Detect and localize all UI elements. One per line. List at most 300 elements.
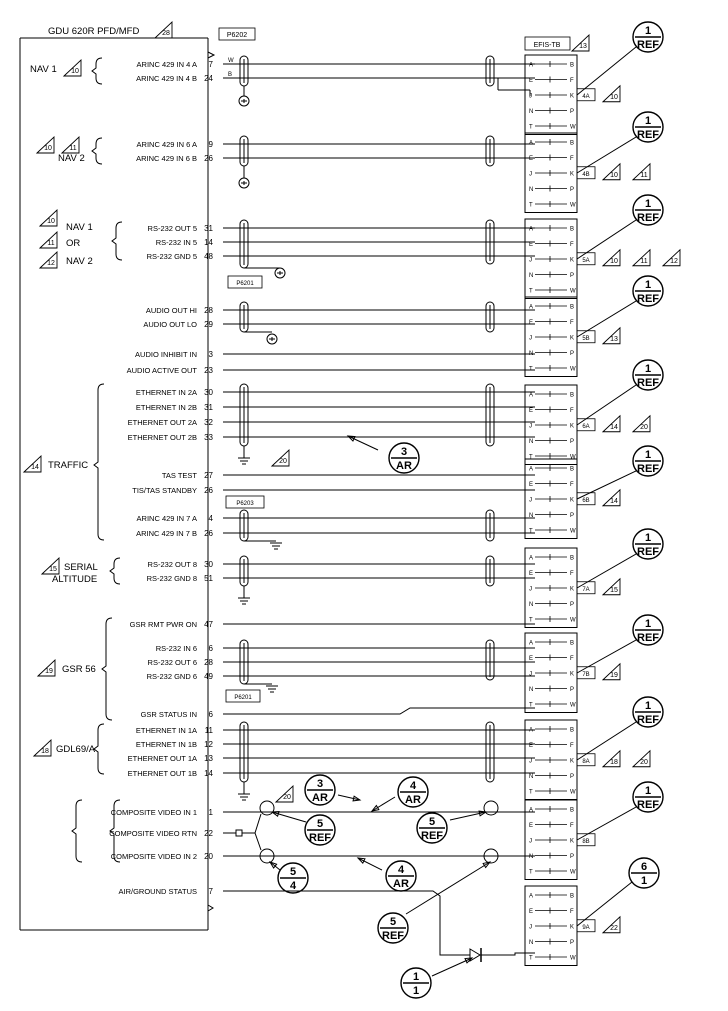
note-number: 18 <box>610 758 618 766</box>
pin-number: 31 <box>204 224 213 233</box>
pin-number: 1 <box>208 808 213 817</box>
connector-label: P6201 <box>234 695 252 701</box>
terminal-letter: N <box>529 439 534 445</box>
terminal-letter: A <box>529 304 534 311</box>
terminal-letter: T <box>529 617 533 624</box>
pin-label: ETHERNET OUT 1A <box>127 754 197 763</box>
callout-top: 5 <box>289 866 297 878</box>
pin-label: ETHERNET OUT 2A <box>127 418 197 427</box>
callout-bottom: AR <box>405 794 421 806</box>
callout-top: 1 <box>644 279 652 291</box>
note-number: 10 <box>47 218 55 225</box>
note-number: 13 <box>610 335 618 343</box>
terminal-letter: W <box>570 124 576 131</box>
terminal-letter: B <box>570 893 575 900</box>
terminal-letter: P <box>570 513 575 519</box>
terminal-letter: P <box>570 854 575 860</box>
callout-top: 1 <box>412 971 420 983</box>
terminal-letter: P <box>570 602 575 608</box>
terminal-letter: T <box>529 454 533 461</box>
terminal-letter: W <box>570 202 576 209</box>
note-number: 12 <box>47 260 55 267</box>
group-label: NAV 1 <box>30 64 57 75</box>
pin-number: 47 <box>204 620 213 629</box>
callout-top: 3 <box>400 446 408 458</box>
drain <box>242 814 261 833</box>
note-number: 11 <box>69 145 77 152</box>
terminal-letter: K <box>570 758 575 765</box>
note-triangle-icon <box>155 22 172 38</box>
group-brace <box>94 724 104 774</box>
pin-label: RS-232 GND 5 <box>146 252 197 261</box>
pin-label: RS-232 OUT 6 <box>147 658 197 667</box>
terminal-letter: A <box>529 727 534 734</box>
note-number: 19 <box>45 668 53 675</box>
terminal-letter: A <box>529 466 534 473</box>
note-triangle-icon <box>603 664 620 680</box>
terminal-letter: P <box>570 187 575 193</box>
terminal-letter: T <box>529 955 533 962</box>
callout-bottom: AR <box>393 878 409 890</box>
terminal-letter: B <box>570 727 575 734</box>
leader-line <box>577 301 636 337</box>
terminal-letter: F <box>570 823 574 829</box>
pin-number: 30 <box>204 560 213 569</box>
leader-line <box>577 722 636 760</box>
terminal-letter: K <box>570 838 575 845</box>
pin-label: ARINC 429 IN 4 B <box>136 74 197 83</box>
pin-number: 9 <box>208 140 213 149</box>
terminal-id: 5A <box>582 257 590 264</box>
pin-label: AUDIO ACTIVE OUT <box>126 366 197 375</box>
note-triangle-icon <box>603 86 620 102</box>
terminal-letter: B <box>570 140 575 147</box>
callout-top: 1 <box>644 532 652 544</box>
pin-number: 3 <box>208 350 213 359</box>
terminal-letter: W <box>570 955 576 962</box>
terminal-letter: B <box>570 807 575 814</box>
callout-top: 1 <box>644 198 652 210</box>
splice-icon <box>236 830 242 836</box>
terminal-letter: N <box>529 687 534 693</box>
pin-label: ARINC 429 IN 6 A <box>136 140 197 149</box>
leader-line <box>272 812 306 822</box>
note-number: 11 <box>640 257 648 265</box>
callout-top: 4 <box>397 864 405 876</box>
callout-bottom: REF <box>637 39 659 51</box>
terminal-letter: F <box>570 408 574 414</box>
terminal-letter: E <box>529 571 534 577</box>
pin-number: 51 <box>204 574 213 583</box>
note-triangle-icon <box>603 490 620 506</box>
terminal-id: 7B <box>582 671 590 678</box>
group-label: OR <box>66 238 81 249</box>
terminal-letter: A <box>529 893 534 900</box>
note-number: 10 <box>610 171 618 179</box>
note-triangle-icon <box>603 328 620 344</box>
note-triangle-icon <box>24 456 41 472</box>
terminal-letter: A <box>529 226 534 233</box>
terminal-letter: K <box>570 257 575 264</box>
callout-bottom: REF <box>637 377 659 389</box>
terminal-letter: A <box>529 62 534 69</box>
note-triangle-icon <box>663 250 680 266</box>
callout-top: 1 <box>644 785 652 797</box>
terminal-letter: T <box>529 288 533 295</box>
terminal-letter: W <box>570 617 576 624</box>
terminal-letter: P <box>570 109 575 115</box>
leader-line <box>577 882 632 926</box>
group-label: NAV 2 <box>58 153 85 164</box>
note-triangle-icon <box>603 917 620 933</box>
wire-color: W <box>228 58 234 64</box>
pin-label: RS-232 GND 6 <box>146 672 197 681</box>
terminal-letter: J <box>529 257 532 264</box>
pin-label: RS-232 IN 6 <box>155 644 197 653</box>
connector-break <box>208 905 213 911</box>
leader-line <box>348 436 378 450</box>
note-number: 20 <box>640 423 648 431</box>
note-triangle-icon <box>34 740 51 756</box>
pin-label: TIS/TAS STANDBY <box>132 486 197 495</box>
callout-top: 1 <box>644 363 652 375</box>
terminal-letter: N <box>529 774 534 780</box>
terminal-letter: E <box>529 78 534 84</box>
note-triangle-icon <box>603 751 620 767</box>
terminal-letter: K <box>570 924 575 931</box>
leader-line <box>577 554 636 588</box>
pin-number: 12 <box>204 740 213 749</box>
callout-bottom: REF <box>382 930 404 942</box>
callout-bottom: 1 <box>412 985 420 997</box>
pin-number: 22 <box>204 829 213 838</box>
callout-top: 3 <box>316 778 324 790</box>
pin-number: 33 <box>204 433 213 442</box>
group-label: ALTITUDE <box>52 574 98 585</box>
callout-top: 5 <box>389 916 397 928</box>
note-triangle-icon <box>42 558 59 574</box>
terminal-letter: W <box>570 454 576 461</box>
terminal-letter: J <box>529 586 532 593</box>
terminal-letter: P <box>570 687 575 693</box>
terminal-letter: F <box>570 909 574 915</box>
terminal-letter: A <box>529 555 534 562</box>
terminal-letter: K <box>570 671 575 678</box>
terminal-letter: K <box>570 93 575 100</box>
diode-icon <box>470 949 480 961</box>
terminal-letter: B <box>570 640 575 647</box>
connector-label: P6201 <box>236 281 254 287</box>
note-triangle-icon <box>603 416 620 432</box>
pin-number: 49 <box>204 672 213 681</box>
terminal-letter: K <box>570 335 575 342</box>
note-number: 13 <box>579 43 587 50</box>
terminal-letter: J <box>529 671 532 678</box>
callout-top: 5 <box>428 816 436 828</box>
terminal-letter: F <box>570 571 574 577</box>
terminal-letter: E <box>529 408 534 414</box>
terminal-letter: W <box>570 366 576 373</box>
leader-line <box>406 862 490 914</box>
pin-number: 6 <box>208 644 213 653</box>
note-triangle-icon <box>276 786 293 802</box>
terminal-letter: B <box>570 62 575 69</box>
callout-bottom: REF <box>637 212 659 224</box>
terminal-letter: P <box>570 774 575 780</box>
coax-shield-icon <box>260 801 274 815</box>
terminal-letter: P <box>570 273 575 279</box>
note-number: 20 <box>283 794 291 801</box>
pin-number: 7 <box>208 887 213 896</box>
wire <box>223 891 470 955</box>
callout-top: 1 <box>644 449 652 461</box>
note-number: 14 <box>31 464 39 471</box>
note-number: 12 <box>670 257 678 265</box>
group-label: SERIAL <box>64 562 98 573</box>
unit-title: GDU 620R PFD/MFD <box>48 26 140 37</box>
terminal-letter: F <box>570 656 574 662</box>
terminal-letter: F <box>570 320 574 326</box>
terminal-letter: N <box>529 273 534 279</box>
pin-number: 29 <box>204 320 213 329</box>
note-triangle-icon <box>572 35 589 51</box>
callout-bottom: REF <box>637 463 659 475</box>
terminal-letter: E <box>529 743 534 749</box>
pin-number: 6 <box>208 710 213 719</box>
pin-number: 4 <box>208 514 213 523</box>
note-number: 14 <box>610 497 618 505</box>
terminal-id: 8B <box>582 838 590 845</box>
pin-number: 31 <box>204 403 213 412</box>
terminal-letter: N <box>529 602 534 608</box>
terminal-letter: T <box>529 528 533 535</box>
group-brace <box>94 384 104 540</box>
group-brace <box>92 138 102 164</box>
terminal-letter: N <box>529 187 534 193</box>
terminal-letter: W <box>570 702 576 709</box>
pin-label: ARINC 429 IN 6 B <box>136 154 197 163</box>
pin-number: 26 <box>204 154 213 163</box>
note-number: 15 <box>610 586 618 594</box>
terminal-letter: P <box>570 351 575 357</box>
callout-top: 1 <box>644 25 652 37</box>
terminal-letter: J <box>529 335 532 342</box>
terminal-letter: N <box>529 854 534 860</box>
connector-break <box>208 52 214 58</box>
note-triangle-icon <box>272 450 289 466</box>
terminal-letter: K <box>570 586 575 593</box>
terminal-letter: E <box>529 242 534 248</box>
arrowhead-icon <box>372 806 379 811</box>
note-triangle-icon <box>38 660 55 676</box>
leader-line <box>577 807 636 840</box>
pin-label: ETHERNET OUT 1B <box>127 769 197 778</box>
callout-bottom: 1 <box>640 875 648 887</box>
group-label: GDL69/A <box>56 744 96 755</box>
note-number: 10 <box>44 145 52 152</box>
terminal-letter: B <box>570 466 575 473</box>
note-triangle-icon <box>40 232 57 248</box>
terminal-letter: W <box>570 789 576 796</box>
terminal-letter: B <box>570 555 575 562</box>
note-number: 20 <box>279 458 287 465</box>
callout-bottom: 4 <box>289 880 297 892</box>
callout-top: 1 <box>644 700 652 712</box>
note-triangle-icon <box>64 60 81 76</box>
terminal-letter: J <box>529 924 532 931</box>
terminal-letter: B <box>570 304 575 311</box>
terminal-letter: B <box>570 392 575 399</box>
connector-label: EFIS-TB <box>533 42 561 49</box>
pin-number: 23 <box>204 366 213 375</box>
terminal-letter: T <box>529 789 533 796</box>
terminal-letter: F <box>570 78 574 84</box>
terminal-letter: J <box>529 171 532 178</box>
note-triangle-icon <box>633 164 650 180</box>
pin-number: 11 <box>204 726 213 735</box>
note-number: 15 <box>49 566 57 573</box>
terminal-letter: F <box>570 156 574 162</box>
note-triangle-icon <box>633 751 650 767</box>
pin-label: ARINC 429 IN 7 B <box>136 529 197 538</box>
connector-label: P6203 <box>236 501 254 507</box>
note-number: 10 <box>71 68 79 75</box>
pin-label: TAS TEST <box>161 471 197 480</box>
arrowhead-icon <box>358 858 365 863</box>
pin-number: 24 <box>204 74 213 83</box>
group-brace <box>92 58 102 84</box>
note-number: 11 <box>47 240 55 247</box>
leader-line <box>358 858 382 870</box>
terminal-letter: E <box>529 823 534 829</box>
callout-top: 1 <box>644 618 652 630</box>
leader-line <box>372 797 395 811</box>
callout-bottom: REF <box>637 546 659 558</box>
note-number: 19 <box>610 671 618 679</box>
terminal-id: 4B <box>582 171 590 178</box>
terminal-letter: T <box>529 869 533 876</box>
pin-label: ETHERNET IN 1B <box>135 740 197 749</box>
note-number: 22 <box>610 924 618 932</box>
pin-number: 32 <box>204 418 213 427</box>
callout-bottom: REF <box>421 830 443 842</box>
group-label: TRAFFIC <box>48 460 89 471</box>
callout-top: 1 <box>644 115 652 127</box>
terminal-letter: T <box>529 702 533 709</box>
pin-label: AIR/GROUND STATUS <box>118 887 197 896</box>
arrowhead-icon <box>348 436 355 441</box>
pin-number: 14 <box>204 769 213 778</box>
terminal-letter: T <box>529 202 533 209</box>
terminal-id: 6B <box>582 497 590 504</box>
callout-top: 4 <box>409 780 417 792</box>
terminal-letter: F <box>570 242 574 248</box>
terminal-letter: E <box>529 482 534 488</box>
terminal-letter: E <box>529 909 534 915</box>
terminal-letter: B <box>570 226 575 233</box>
callout-bottom: REF <box>637 632 659 644</box>
terminal-id: 9A <box>582 924 590 931</box>
pin-number: 27 <box>204 471 213 480</box>
group-label: NAV 1 <box>66 222 93 233</box>
terminal-letter: F <box>570 482 574 488</box>
terminal-letter: N <box>529 940 534 946</box>
note-triangle-icon <box>40 252 57 268</box>
callout-bottom: REF <box>637 129 659 141</box>
terminal-letter: A <box>529 140 534 147</box>
note-number: 18 <box>41 748 49 755</box>
group-brace <box>102 618 112 720</box>
leader-line <box>577 471 636 499</box>
pin-label: ARINC 429 IN 4 A <box>136 60 197 69</box>
callout-top: 6 <box>640 861 648 873</box>
callout-bottom: AR <box>312 792 328 804</box>
arrowhead-icon <box>353 796 360 801</box>
note-triangle-icon <box>633 416 650 432</box>
terminal-letter: A <box>529 640 534 647</box>
pin-number: 26 <box>204 486 213 495</box>
note-triangle-icon <box>62 137 79 153</box>
pin-number: 26 <box>204 529 213 538</box>
leader-line <box>577 220 636 259</box>
group-brace <box>72 800 82 862</box>
wire-color: B <box>228 72 233 78</box>
terminal-id: 5B <box>582 335 590 342</box>
note-number: 14 <box>610 423 618 431</box>
terminal-letter: P <box>570 439 575 445</box>
pin-label: AUDIO INHIBIT IN <box>135 350 197 359</box>
pin-label: ETHERNET OUT 2B <box>127 433 197 442</box>
group-brace <box>110 558 120 584</box>
pin-label: ARINC 429 IN 7 A <box>136 514 197 523</box>
note-triangle-icon <box>603 164 620 180</box>
callout-bottom: REF <box>309 832 331 844</box>
pin-label: ETHERNET IN 2B <box>135 403 197 412</box>
pin-label: RS-232 GND 8 <box>146 574 197 583</box>
terminal-letter: E <box>529 320 534 326</box>
pin-label: GSR RMT PWR ON <box>129 620 197 629</box>
terminal-letter: W <box>570 528 576 535</box>
pin-number: 48 <box>204 252 213 261</box>
wire <box>223 708 535 714</box>
terminal-letter: J <box>529 423 532 430</box>
leader-line <box>577 385 636 425</box>
pin-number: 14 <box>204 238 213 247</box>
pin-number: 7 <box>208 60 213 69</box>
terminal-id: 7A <box>582 586 590 593</box>
terminal-letter: T <box>529 366 533 373</box>
pin-number: 20 <box>204 852 213 861</box>
pin-number: 30 <box>204 388 213 397</box>
callout-bottom: REF <box>637 293 659 305</box>
terminal-letter: W <box>570 869 576 876</box>
pin-number: 28 <box>204 306 213 315</box>
pin-label: RS-232 OUT 8 <box>147 560 197 569</box>
note-triangle-icon <box>603 579 620 595</box>
terminal-letter: N <box>529 351 534 357</box>
pin-label: COMPOSITE VIDEO RTN <box>109 829 197 838</box>
terminal-letter: N <box>529 513 534 519</box>
terminal-letter: P <box>570 940 575 946</box>
connector-label: P6202 <box>226 32 248 39</box>
pin-number: 13 <box>204 754 213 763</box>
callout-bottom: REF <box>637 799 659 811</box>
leader-line <box>577 137 636 173</box>
terminal-id: 6A <box>582 423 590 430</box>
terminal-letter: J <box>529 497 532 504</box>
pin-label: COMPOSITE VIDEO IN 2 <box>110 852 197 861</box>
terminal-id: 4A <box>582 93 590 100</box>
